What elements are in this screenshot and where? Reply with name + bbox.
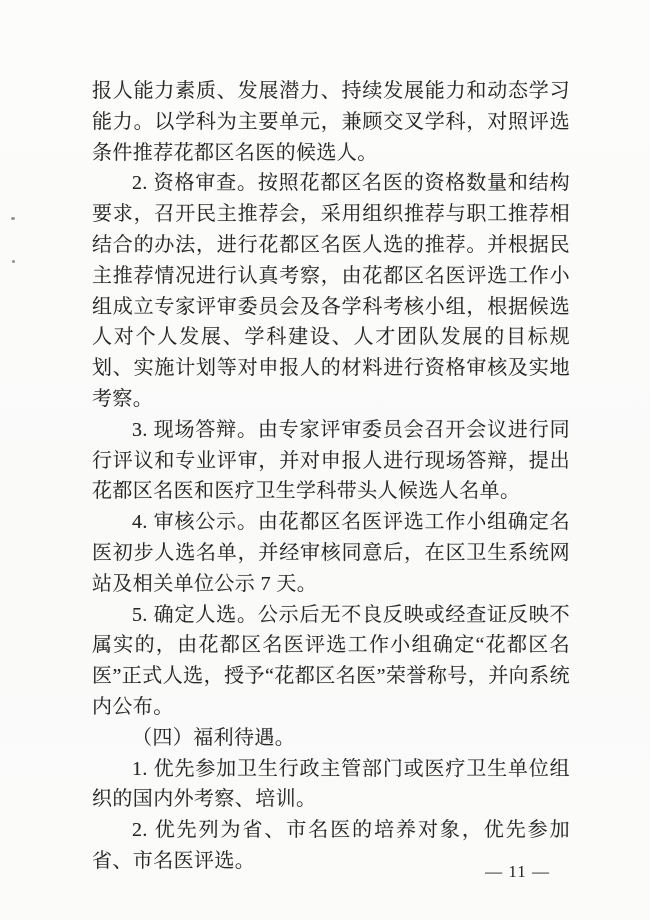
scan-speck [12, 260, 15, 263]
paragraph-continuation: 报人能力素质、发展潜力、持续发展能力和动态学习能力。以学科为主要单元，兼顾交叉学科，对照评选条件推荐花都区名医的候选人。 [92, 80, 570, 164]
paragraph-item-3-onsite-defense: 3. 现场答辩。由专家评审委员会召开会议进行同行评议和专业评审，并对申报人进行现场答辩，提出花都区名医和医疗卫生学科带头人候选人名单。 [92, 418, 570, 503]
paragraph-welfare-item-2: 2. 优先列为省、市名医的培养对象，优先参加省、市名医评选。 [92, 819, 570, 872]
paragraph-item-4-review-publicity: 4. 审核公示。由花都区名医评选工作小组确定名医初步人选名单，并经审核同意后，在区卫生系统网站及相关单位公示 7 天。 [92, 511, 570, 595]
page-number: — 11 — [485, 862, 550, 881]
document-body [92, 76, 570, 877]
paragraph-section-4-welfare-heading: （四）福利待遇。 [132, 726, 296, 749]
paragraph-item-2-qualification-review: 2. 资格审查。按照花都区名医的资格数量和结构要求，召开民主推荐会，采用组织推荐与职工推荐相结合的办法，进行花都区名医人选的推荐。并根据民主推荐情况进行认真考察，由花都区名医评选工作小组成立专家评审委员会及各学科考核小组，根据候选人对个人发展、学科建设、人才团队发展的目标规划、实施计划等对申报人的材料进行资格审核及实地考察。 [92, 172, 570, 410]
paragraph-welfare-item-1: 1. 优先参加卫生行政主管部门或医疗卫生单位组织的国内外考察、培训。 [92, 757, 570, 811]
paragraph-item-5-final-selection: 5. 确定人选。公示后无不良反映或经查证反映不属实的，由花都区名医评选工作小组确定“花都区名医”正式人选，授予“花都区名医”荣誉称号，并向系统内公布。 [92, 603, 570, 718]
scan-speck [11, 217, 15, 220]
